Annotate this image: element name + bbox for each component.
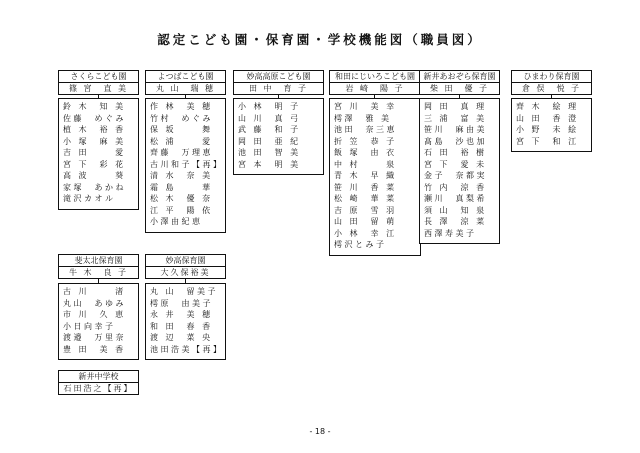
- member-name: 松 浦 愛: [150, 136, 213, 146]
- member-name: 池田 奈三恵: [334, 125, 397, 134]
- member-name: 樗澤 雅 美: [334, 113, 392, 123]
- group-header: [145, 70, 226, 95]
- member-name: 江 平 陽 依: [150, 205, 213, 215]
- member-name: 樗沢とみ子: [334, 240, 387, 249]
- member-name: 金子 奈都実: [424, 171, 487, 180]
- member-name: 樗原 由美子: [150, 298, 213, 308]
- group-leader: 田 中 育 子: [248, 84, 309, 93]
- member-name: 作 林 美 穂: [150, 102, 213, 111]
- member-name: 市 川 久 恵: [63, 310, 126, 319]
- member-list: [145, 283, 226, 360]
- member-name: 渡邉 万里奈: [63, 333, 126, 342]
- member-list: [329, 98, 421, 256]
- member-name: 青 木 早 織: [334, 171, 397, 180]
- group-leader: 倉 俣 悦 子: [521, 84, 582, 93]
- member-name: 笹川 麻由美: [424, 125, 487, 134]
- member-name: 吉 田 愛: [63, 148, 126, 157]
- member-name: 三 浦 富 美: [424, 113, 487, 123]
- member-name: 保 坂 舞: [150, 125, 213, 134]
- group-leader: 篠 宮 直 美: [68, 84, 129, 93]
- member-name: 山 田 香 澄: [516, 113, 579, 123]
- group-leader: 丸 山 瑞 穂: [155, 84, 216, 93]
- member-name: 小 野 未 絵: [516, 125, 579, 134]
- group-header: [329, 70, 421, 95]
- member-name: 池田浩美【再】: [150, 344, 224, 354]
- group-leader: 柴 田 優 子: [429, 84, 490, 93]
- member-list: [419, 98, 500, 244]
- member-name: 岡 田 真 理: [424, 102, 487, 111]
- page-number: - 18 -: [309, 427, 331, 436]
- member-name: 竹村 めぐみ: [150, 113, 213, 123]
- member-name: 丸 山 留美子: [150, 287, 219, 296]
- member-name: 石 田 裕 樹: [424, 148, 487, 157]
- member-list: [58, 98, 139, 210]
- group-name: 斐太北保育園: [59, 255, 138, 267]
- member-list: [58, 283, 139, 360]
- member-name: 小 塚 麻 美: [63, 136, 126, 146]
- group-leader: 牛 木 良 子: [68, 268, 129, 277]
- member-name: 山 田 留 萌: [334, 217, 397, 226]
- group-name: 妙高保育園: [146, 255, 225, 267]
- member-name: 齊藤 万理恵: [150, 148, 213, 157]
- group-name: さくらこども園: [59, 71, 138, 83]
- member-name: 長 澤 涼 菜: [424, 217, 487, 226]
- member-name: 小澤由紀恵: [150, 217, 203, 226]
- member-list: [511, 98, 592, 152]
- member-name: 瀬川 真梨希: [424, 194, 487, 203]
- group-name: よつばこども園: [146, 71, 225, 83]
- group-header: [58, 254, 139, 279]
- member-name: 永 井 美 穂: [150, 310, 213, 319]
- member-name: 古 川 渚: [63, 287, 126, 296]
- group-header: [58, 370, 139, 395]
- group-name: 和田にじいろこども園: [330, 71, 420, 83]
- member-name: 池 田 智 美: [238, 148, 301, 157]
- member-name: 齊 木 絵 理: [516, 102, 579, 111]
- member-name: 山 川 真 弓: [238, 113, 301, 123]
- member-name: 折 笠 恭 子: [334, 136, 397, 146]
- group-name: 妙高高原こども園: [234, 71, 323, 83]
- member-name: 宮 川 美 幸: [334, 102, 397, 111]
- member-name: 宮 本 明 美: [238, 159, 301, 169]
- member-name: 宮 下 和 江: [516, 136, 579, 146]
- member-name: 西澤寿美子: [424, 228, 477, 238]
- member-name: 古川和子【再】: [150, 159, 224, 169]
- group-header: [419, 70, 500, 95]
- group-header: [233, 70, 324, 95]
- member-name: 笹 川 香 菜: [334, 182, 397, 192]
- member-name: 豊 田 美 香: [63, 344, 126, 354]
- member-name: 清 水 奈 美: [150, 171, 213, 180]
- group-leader: 大久保裕美: [160, 268, 211, 277]
- member-name: 吉 原 雪 羽: [334, 205, 397, 215]
- member-name: 岡 田 亜 紀: [238, 136, 301, 146]
- page-title: 認定こども園・保育園・学校機能図（職員図）: [157, 32, 483, 47]
- group-name: ひまわり保育園: [512, 71, 591, 83]
- member-name: 丸山 あゆみ: [63, 298, 126, 308]
- group-leader: 石田浩之【再】: [63, 384, 134, 393]
- member-name: 中 村 泉: [334, 159, 397, 169]
- member-name: 宮 下 彩 花: [63, 159, 126, 169]
- member-name: 和 田 春 香: [150, 321, 213, 331]
- group-name: 新井あおぞら保育園: [420, 71, 499, 83]
- member-list: [145, 98, 226, 233]
- member-name: 小日向幸子: [63, 321, 116, 331]
- member-name: 小 林 幸 江: [334, 228, 397, 238]
- member-name: 高 波 葵: [63, 171, 126, 180]
- group-header: [58, 70, 139, 95]
- member-name: 飯 塚 由 衣: [334, 148, 397, 157]
- member-name: 松 崎 華 菜: [334, 194, 397, 203]
- group-header: [145, 254, 226, 279]
- member-list: [233, 98, 324, 175]
- member-name: 松 木 優 奈: [150, 194, 213, 203]
- group-name: 新井中学校: [59, 371, 138, 383]
- member-name: 髙島 沙也加: [424, 136, 487, 146]
- member-name: 須 山 知 泉: [424, 205, 487, 215]
- member-name: 渡 辺 菜 央: [150, 333, 213, 342]
- member-name: 滝沢カオル: [63, 194, 116, 203]
- member-name: 小 林 明 子: [238, 102, 301, 111]
- member-name: 武 藤 和 子: [238, 125, 301, 134]
- member-name: 鈴 木 知 美: [63, 102, 126, 111]
- member-name: 家塚 あかね: [63, 182, 126, 192]
- member-name: 霜 島 華: [150, 182, 213, 192]
- group-leader: 岩 崎 陽 子: [345, 84, 405, 93]
- member-name: 竹 内 涼 香: [424, 182, 487, 192]
- member-name: 佐藤 めぐみ: [63, 113, 126, 123]
- member-name: 植 木 裕 香: [63, 125, 126, 134]
- group-header: [511, 70, 592, 95]
- member-name: 宮 下 愛 未: [424, 159, 487, 169]
